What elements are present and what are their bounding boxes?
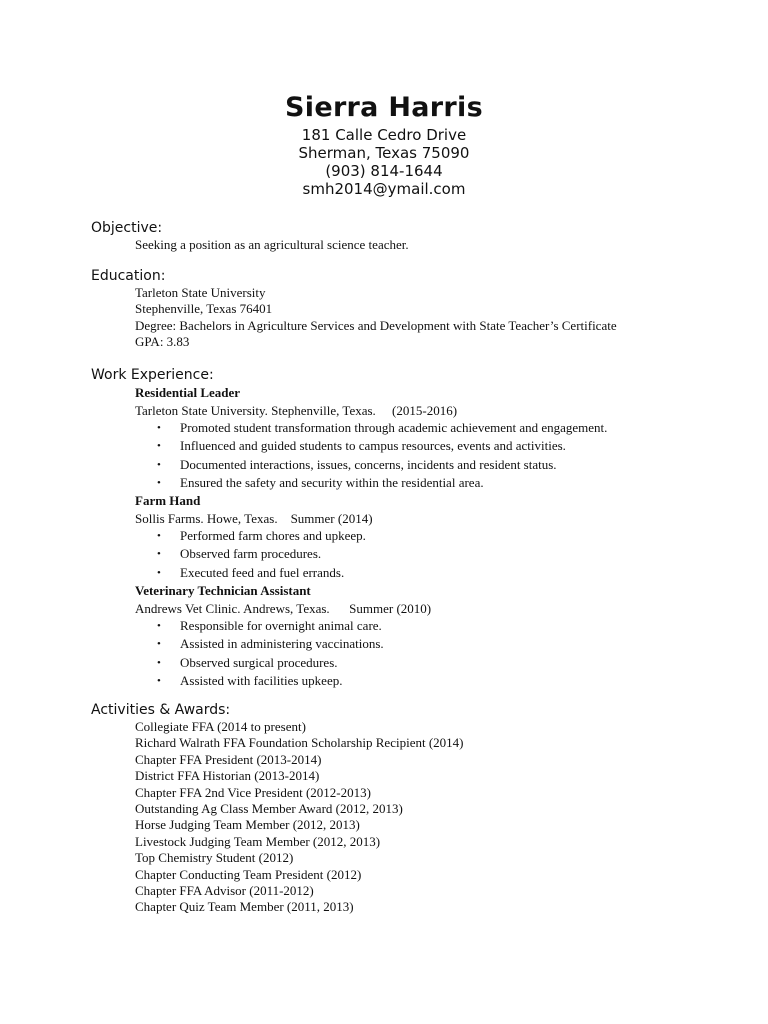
job-entry xyxy=(135,492,711,582)
work-experience-section xyxy=(91,366,711,690)
list-item: Collegiate FFA (2014 to present) xyxy=(135,719,306,734)
bullet-icon: • xyxy=(157,620,161,633)
bullet-icon: • xyxy=(157,674,161,687)
duty-text: Promoted student transformation through academic achievement and engagement. xyxy=(180,420,608,435)
job-entry xyxy=(135,582,711,690)
bullet-icon: • xyxy=(157,422,161,434)
list-item xyxy=(157,635,711,653)
duty-text: Observed surgical procedures. xyxy=(180,654,338,670)
list-item xyxy=(157,545,711,563)
bullet-icon: • xyxy=(157,530,161,543)
list-item: Livestock Judging Team Member (2012, 2013) xyxy=(135,833,381,849)
duty-text: Ensured the safety and security within the residential area. xyxy=(180,474,484,490)
job-entry xyxy=(135,384,711,492)
list-item: Chapter FFA 2nd Vice President (2012-2013) xyxy=(135,784,371,800)
list-item xyxy=(157,474,711,492)
job-duties-list xyxy=(135,527,711,582)
bullet-icon: • xyxy=(157,638,161,651)
phone-number: (903) 814-1644 xyxy=(325,162,443,180)
job-duties-list xyxy=(135,617,711,690)
bullet-icon: • xyxy=(157,566,161,579)
list-item xyxy=(157,419,711,437)
list-item: Horse Judging Team Member (2012, 2013) xyxy=(135,817,360,833)
duty-text: Assisted in administering vaccinations. xyxy=(180,636,384,652)
list-item: Outstanding Ag Class Member Award (2012, 2013) xyxy=(135,801,403,817)
duty-text: Documented interactions, issues, concerns, incidents and resident status. xyxy=(180,456,557,472)
address-line-2: Sherman, Texas 75090 xyxy=(298,144,470,162)
list-item: Chapter Conducting Team President (2012) xyxy=(135,866,362,882)
education-location: Stephenville, Texas 76401 xyxy=(135,301,273,317)
job-title: Veterinary Technician Assistant xyxy=(135,583,311,599)
list-item xyxy=(157,437,711,455)
job-organization: Sollis Farms. Howe, Texas. Summer (2014) xyxy=(135,510,373,526)
activities-awards-section xyxy=(91,701,711,916)
education-school: Tarleton State University xyxy=(135,285,266,300)
education-degree: Degree: Bachelors in Agriculture Services and Development with State Teacher’s Certificate xyxy=(135,317,617,333)
objective-section xyxy=(91,219,711,253)
objective-heading: Objective: xyxy=(91,220,163,236)
duty-text: Observed farm procedures. xyxy=(180,546,322,562)
job-title: Farm Hand xyxy=(135,493,201,509)
list-item: District FFA Historian (2013-2014) xyxy=(135,768,320,784)
education-body xyxy=(135,285,711,351)
list-item: Top Chemistry Student (2012) xyxy=(135,850,294,866)
education-section xyxy=(91,267,711,351)
work-experience-heading: Work Experience: xyxy=(91,367,214,383)
job-organization: Andrews Vet Clinic. Andrews, Texas. Summer (2010) xyxy=(135,600,432,616)
objective-text: Seeking a position as an agricultural science teacher. xyxy=(135,237,409,252)
bullet-icon: • xyxy=(157,458,161,471)
activities-awards-heading: Activities & Awards: xyxy=(91,702,231,718)
bullet-icon: • xyxy=(157,656,161,669)
job-organization: Tarleton State University. Stephenville, Texas. (2015-2016) xyxy=(135,402,458,418)
list-item xyxy=(157,672,711,690)
education-gpa: GPA: 3.83 xyxy=(135,334,190,350)
duty-text: Executed feed and fuel errands. xyxy=(180,564,345,580)
list-item: Chapter Quiz Team Member (2011, 2013) xyxy=(135,899,354,915)
work-experience-body xyxy=(135,384,711,690)
activities-awards-body xyxy=(135,719,711,916)
objective-body xyxy=(135,237,711,253)
duty-text: Performed farm chores and upkeep. xyxy=(180,528,366,544)
bullet-icon: • xyxy=(157,440,161,453)
list-item: Chapter FFA Advisor (2011-2012) xyxy=(135,883,314,899)
address-line-1: 181 Calle Cedro Drive xyxy=(301,126,467,144)
job-duties-list xyxy=(135,419,711,492)
list-item xyxy=(157,654,711,672)
job-title: Residential Leader xyxy=(135,385,241,400)
list-item xyxy=(157,564,711,582)
list-item: Chapter FFA President (2013-2014) xyxy=(135,751,322,767)
bullet-icon: • xyxy=(157,476,161,489)
education-heading: Education: xyxy=(91,268,166,284)
list-item xyxy=(157,456,711,474)
list-item xyxy=(157,617,711,635)
applicant-name: Sierra Harris xyxy=(285,92,483,123)
duty-text: Influenced and guided students to campus resources, events and activities. xyxy=(180,438,566,454)
bullet-icon: • xyxy=(157,548,161,561)
duty-text: Assisted with facilities upkeep. xyxy=(180,672,343,688)
list-item xyxy=(157,527,711,545)
duty-text: Responsible for overnight animal care. xyxy=(180,618,382,634)
email-address: smh2014@ymail.com xyxy=(302,180,466,198)
resume-header xyxy=(0,90,768,198)
list-item: Richard Walrath FFA Foundation Scholarship Recipient (2014) xyxy=(135,735,464,751)
